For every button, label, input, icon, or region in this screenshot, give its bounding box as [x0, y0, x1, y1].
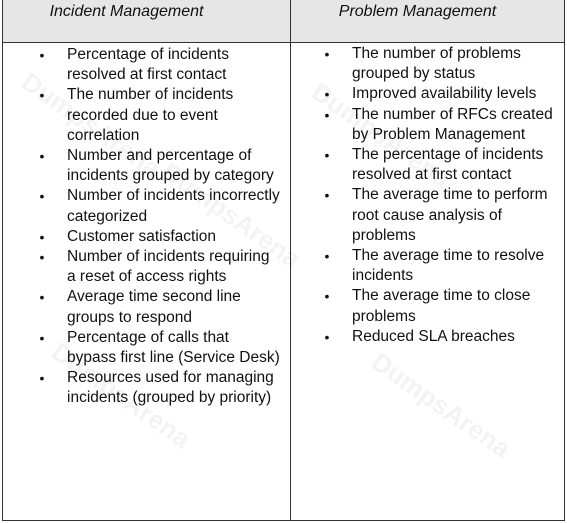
list-item: [39, 368, 282, 408]
list-item-text: The percentage of incidents resolved at first contact: [352, 146, 544, 184]
list-item: [39, 186, 282, 226]
bullet-icon: •: [39, 87, 45, 104]
bullet-icon: •: [324, 147, 330, 164]
bullet-icon: •: [39, 188, 45, 205]
list-item-text: The number of RFCs created by Problem Management: [352, 105, 553, 143]
list-item: [39, 247, 282, 287]
list-item: [324, 145, 557, 185]
incident-management-list: [39, 45, 282, 409]
bullet-icon: •: [39, 47, 45, 63]
list-item-text: Number of incidents incorrectly categorized: [67, 187, 280, 225]
list-item: [39, 328, 282, 368]
list-item-text: Number of incidents requiring a reset of access rights: [67, 248, 270, 286]
column-divider: [290, 0, 291, 521]
list-item-text: The average time to close problems: [352, 287, 531, 325]
list-item: [324, 105, 557, 145]
header-incident-management: Incident Management: [49, 3, 204, 20]
list-item-text: Percentage of calls that bypass first line (Service Desk): [67, 328, 280, 367]
list-item: [39, 85, 282, 146]
list-item-text: Average time second line groups to respond: [67, 288, 241, 326]
bullet-icon: •: [324, 187, 330, 204]
list-item: [324, 286, 557, 326]
problem-management-list: [324, 44, 557, 347]
list-item: [324, 84, 557, 104]
list-item: [324, 327, 557, 347]
bullet-icon: •: [39, 148, 45, 165]
bullet-icon: •: [324, 46, 330, 62]
bullet-icon: •: [39, 228, 45, 245]
list-item-text: The average time to perform root cause analysis of problems: [352, 186, 548, 244]
list-item: [324, 44, 557, 84]
list-item-text: Reduced SLA breaches: [352, 327, 515, 345]
list-item: [324, 185, 557, 246]
list-item-text: Resources used for managing incidents (grouped by priority): [67, 369, 274, 407]
header-problem-management: Problem Management: [338, 3, 497, 20]
bullet-icon: •: [39, 329, 45, 346]
list-item-text: The number of incidents recorded due to event correlation: [67, 86, 234, 144]
table-header-row: [3, 0, 564, 43]
list-item-text: Percentage of incidents resolved at first contact: [67, 46, 229, 84]
bullet-icon: •: [324, 328, 330, 345]
list-item-text: The number of problems grouped by status: [352, 45, 521, 83]
list-item-text: Customer satisfaction: [67, 227, 217, 245]
bullet-icon: •: [39, 370, 45, 387]
list-item: [39, 227, 282, 247]
list-item-text: Number and percentage of incidents grouped by category: [67, 147, 274, 185]
list-item: [39, 146, 282, 186]
bullet-icon: •: [39, 249, 45, 266]
bullet-icon: •: [39, 289, 45, 306]
list-item: [324, 246, 557, 286]
list-item: [39, 45, 282, 85]
bullet-icon: •: [324, 106, 330, 123]
bullet-icon: •: [324, 248, 330, 265]
bullet-icon: •: [324, 86, 330, 103]
list-item: [39, 287, 282, 327]
bullet-icon: •: [324, 288, 330, 305]
list-item-text: The average time to resolve incidents: [352, 247, 545, 285]
list-item-text: Improved availability levels: [352, 85, 537, 103]
